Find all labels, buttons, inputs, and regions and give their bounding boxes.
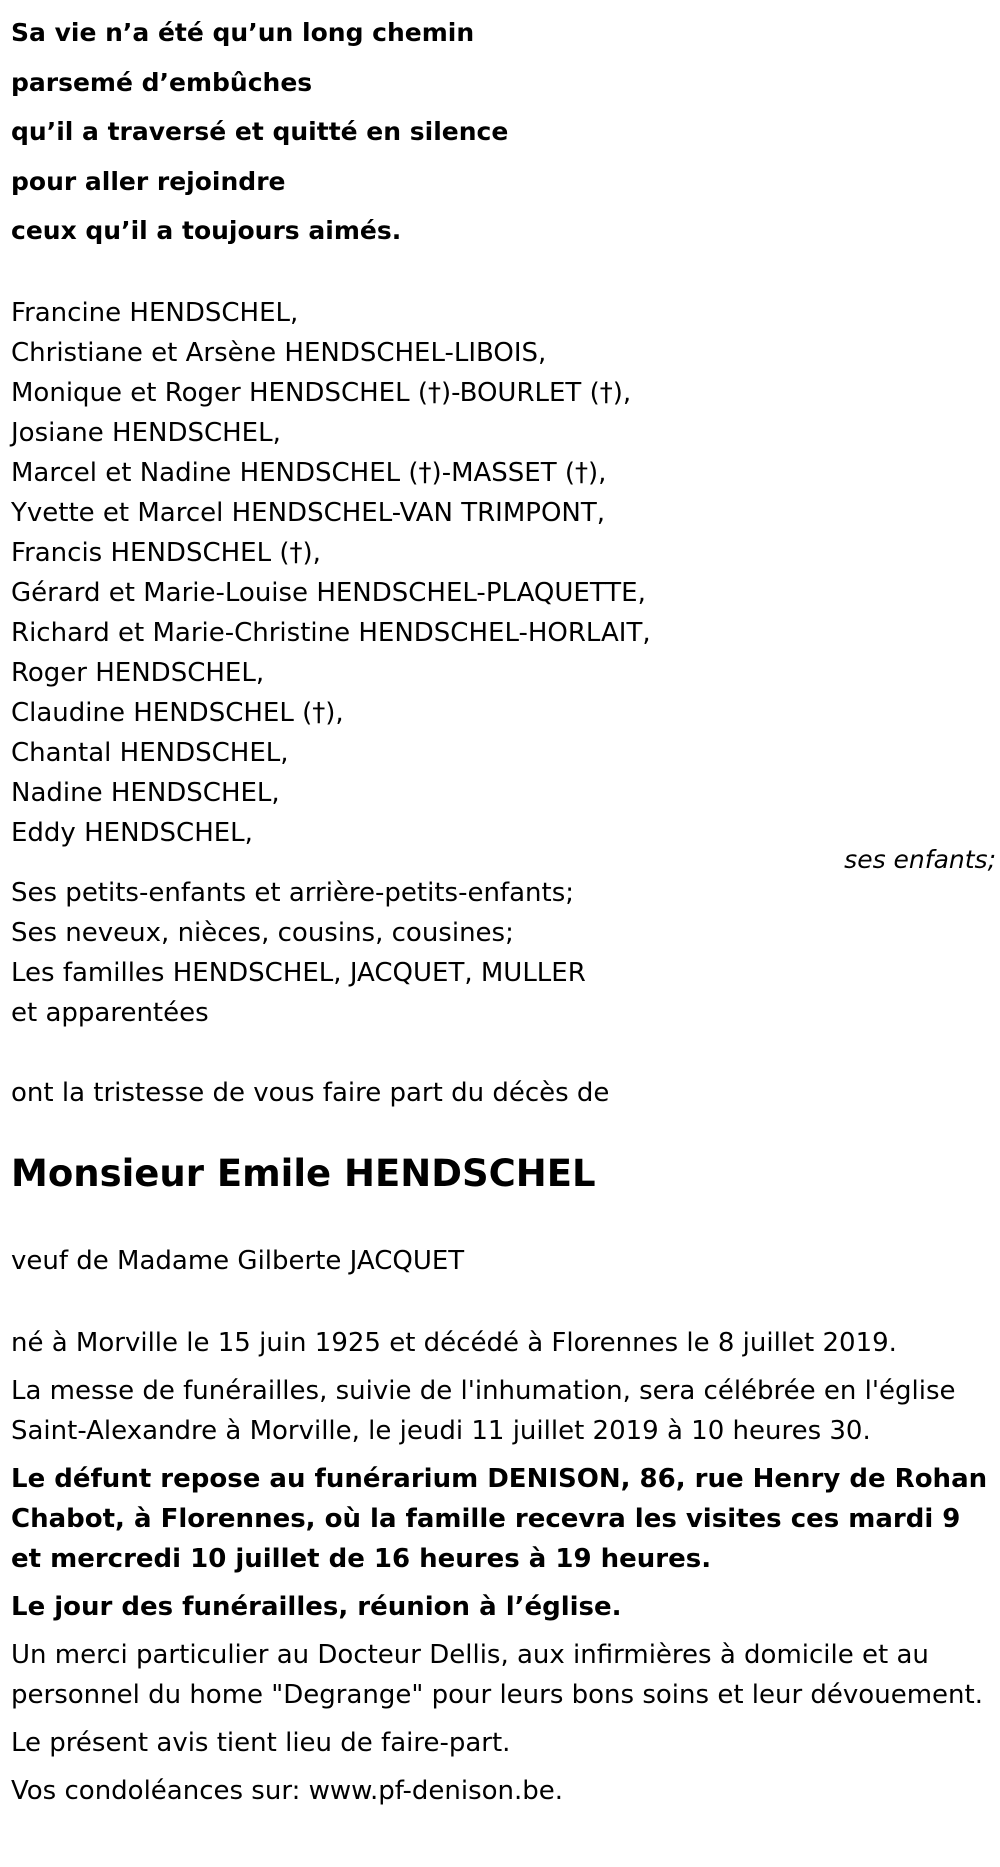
child-name: Richard et Marie-Christine HENDSCHEL-HORLAIT, <box>11 617 651 648</box>
child-name: Eddy HENDSCHEL, <box>11 817 253 848</box>
relatives-line: Ses petits-enfants et arrière-petits-enfants; <box>11 877 574 908</box>
poem <box>11 0 996 256</box>
child-name: Roger HENDSCHEL, <box>11 657 265 688</box>
deceased-name: Monsieur Emile HENDSCHEL <box>11 1151 596 1195</box>
announcement-intro: ont la tristesse de vous faire part du décès de <box>11 1077 610 1108</box>
child-name: Nadine HENDSCHEL, <box>11 777 280 808</box>
condolences-link[interactable]: Vos condoléances sur: www.pf-denison.be. <box>11 1775 564 1806</box>
child-name: Claudine HENDSCHEL (†), <box>11 697 344 728</box>
child-name: Marcel et Nadine HENDSCHEL (†)-MASSET (†), <box>11 457 607 488</box>
other-relatives <box>11 873 996 1033</box>
funeral-mass-info: La messe de funérailles, suivie de l'inhumation, sera célébrée en l'église Saint-Alexandre à Morville, le jeudi 11 juillet 2019 à 10 heures 30. <box>11 1375 956 1446</box>
child-name: Chantal HENDSCHEL, <box>11 737 289 768</box>
poem-line: qu’il a traversé et quitté en silence <box>11 117 509 146</box>
child-name: Monique et Roger HENDSCHEL (†)-BOURLET (†), <box>11 377 632 408</box>
child-name: Yvette et Marcel HENDSCHEL-VAN TRIMPONT, <box>11 497 606 528</box>
children-label: ses enfants; <box>844 844 996 874</box>
child-name: Christiane et Arsène HENDSCHEL-LIBOIS, <box>11 337 547 368</box>
visitation-info: Le défunt repose au funérarium DENISON, 86, rue Henry de Rohan Chabot, à Florennes, où la famille recevra les visites ces mardi 9 et mercredi 10 juillet de 16 heures à 19 heures. <box>11 1463 988 1574</box>
meeting-info: Le jour des funérailles, réunion à l’église. <box>11 1591 622 1622</box>
obituary-notice <box>11 0 996 1811</box>
child-name: Francine HENDSCHEL, <box>11 297 299 328</box>
thanks-message: Un merci particulier au Docteur Dellis, aux infirmières à domicile et au personnel du home "Degrange" pour leurs bons soins et leur dévouement. <box>11 1639 983 1710</box>
poem-line: pour aller rejoindre <box>11 166 286 196</box>
birth-death-info: né à Morville le 15 juin 1925 et décédé à Florennes le 8 juillet 2019. <box>11 1327 897 1358</box>
relatives-line: et apparentées <box>11 997 209 1028</box>
child-name: Josiane HENDSCHEL, <box>11 417 281 448</box>
child-name: Francis HENDSCHEL (†), <box>11 537 321 568</box>
relatives-line: Les familles HENDSCHEL, JACQUET, MULLER <box>11 957 586 988</box>
poem-line: ceux qu’il a toujours aimés. <box>11 216 402 245</box>
widow-of: veuf de Madame Gilberte JACQUET <box>11 1245 465 1276</box>
children-label-row <box>11 844 996 874</box>
poem-line: parsemé d’embûches <box>11 67 313 97</box>
notice-text: Le présent avis tient lieu de faire-part. <box>11 1727 511 1758</box>
children-list <box>11 293 996 853</box>
relatives-line: Ses neveux, nièces, cousins, cousines; <box>11 917 514 948</box>
child-name: Gérard et Marie-Louise HENDSCHEL-PLAQUETTE, <box>11 577 646 608</box>
poem-line: Sa vie n’a été qu’un long chemin <box>11 18 475 47</box>
